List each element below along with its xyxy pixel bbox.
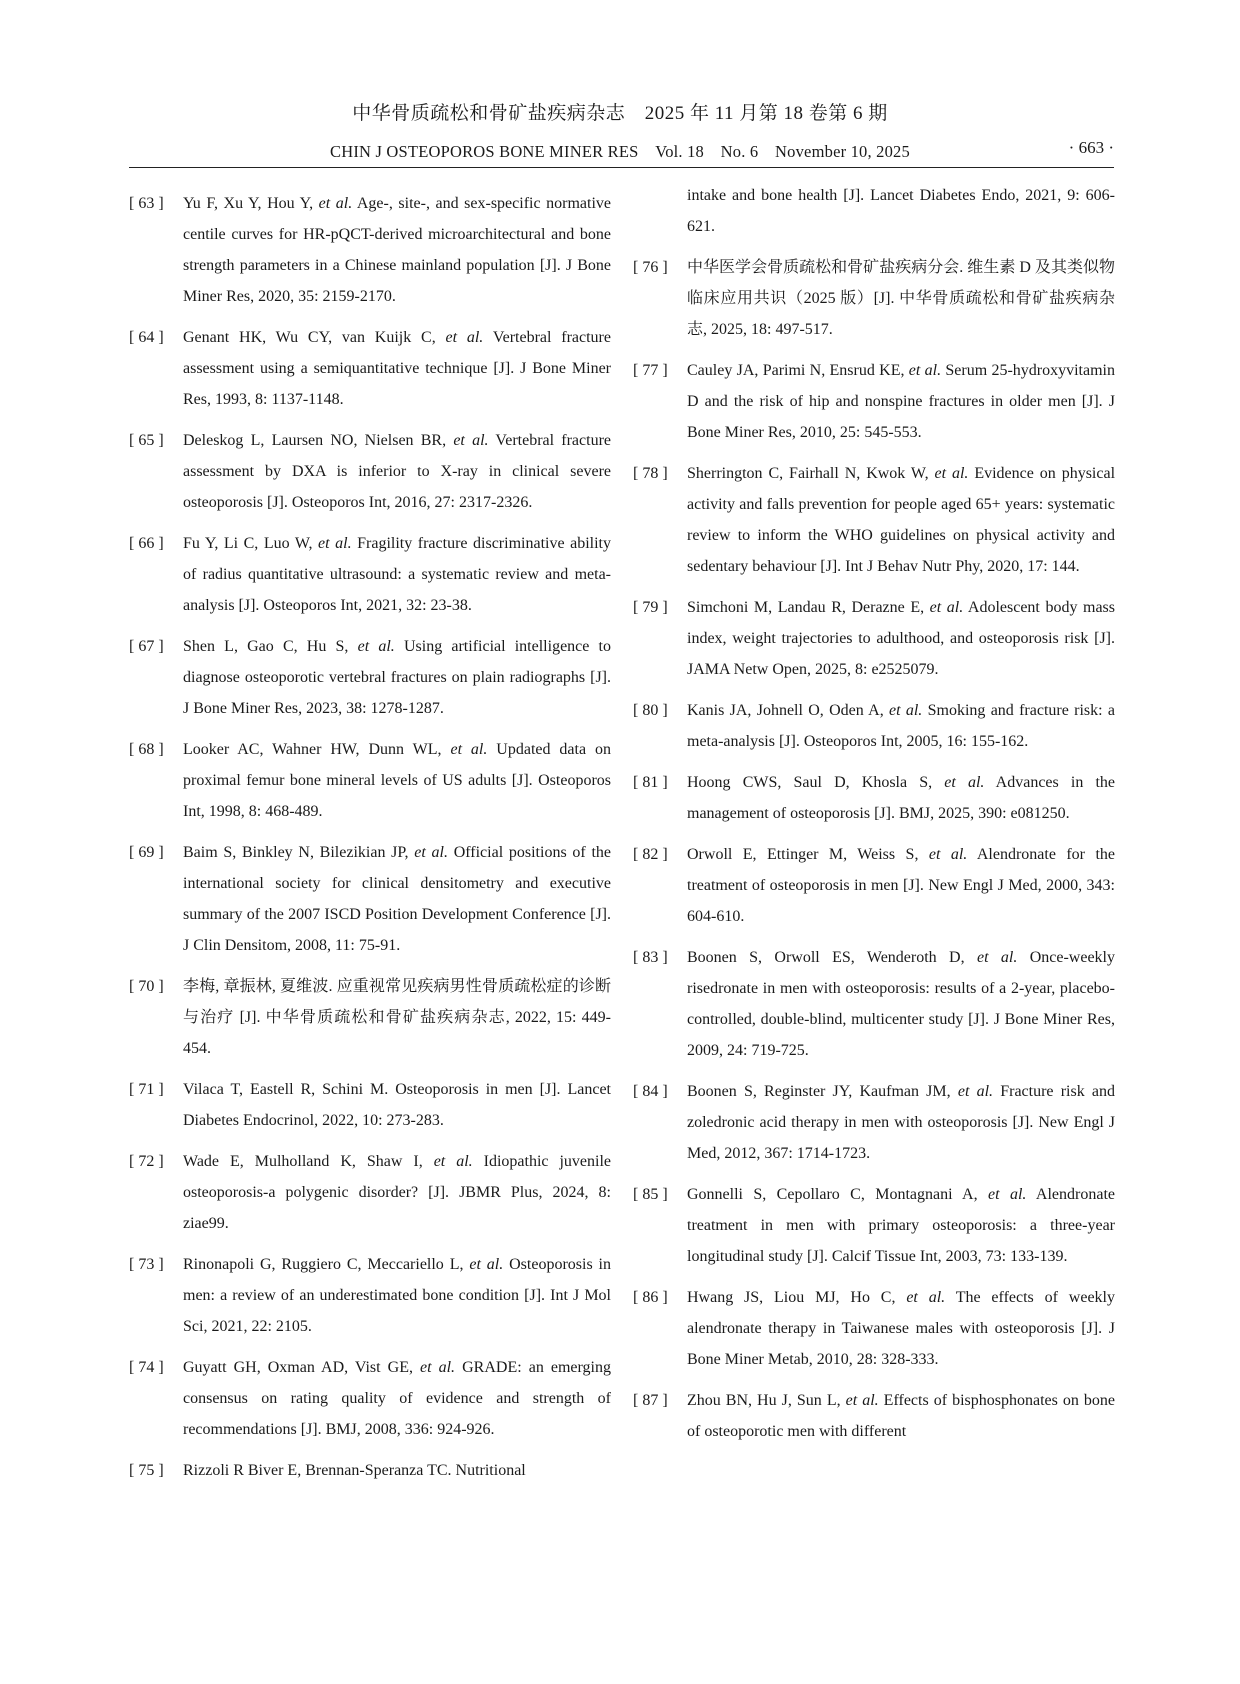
reference-text: Vilaca T, Eastell R, Schini M. Osteoporosis in men [J]. Lancet Diabetes Endocrinol, 2022, 10: 273-283. <box>183 1081 611 1129</box>
reference-number: [ 68 ] <box>129 741 164 758</box>
reference-item <box>633 1282 1115 1375</box>
reference-text: Fu Y, Li C, Luo W, et al. Fragility fracture discriminative ability of radius quantitative ultrasound: a systematic review and meta-analysis [J]. Osteoporos Int, 2021, 32: 23-38. <box>183 535 611 614</box>
journal-title-chinese: 中华骨质疏松和骨矿盐疾病杂志 2025 年 11 月第 18 卷第 6 期 <box>352 103 888 124</box>
reference-item <box>129 1074 611 1136</box>
reference-item <box>129 631 611 724</box>
reference-text: Guyatt GH, Oxman AD, Vist GE, et al. GRADE: an emerging consensus on rating quality of evidence and strength of recommendations [J]. BMJ, 2008, 336: 924-926. <box>183 1359 611 1438</box>
reference-text: Wade E, Mulholland K, Shaw I, et al. Idiopathic juvenile osteoporosis-a polygenic disorder? [J]. JBMR Plus, 2024, 8: ziae99. <box>183 1153 612 1232</box>
reference-text: 中华医学会骨质疏松和骨矿盐疾病分会. 维生素 D 及其类似物临床应用共识（2025 版）[J]. 中华骨质疏松和骨矿盐疾病杂志, 2025, 18: 497-517. <box>687 259 1115 338</box>
reference-number: [ 65 ] <box>129 432 164 449</box>
reference-item <box>633 942 1115 1066</box>
reference-text: Cauley JA, Parimi N, Ensrud KE, et al. Serum 25-hydroxyvitamin D and the risk of hip and nonspine fractures in older men [J]. J Bone Miner Res, 2010, 25: 545-553. <box>687 362 1115 441</box>
reference-item <box>633 767 1115 829</box>
reference-number: [ 77 ] <box>633 362 668 379</box>
reference-item <box>633 458 1115 582</box>
reference-item <box>633 180 1115 242</box>
reference-column-left <box>129 188 611 1496</box>
reference-text: Rinonapoli G, Ruggiero C, Meccariello L, et al. Osteoporosis in men: a review of an underestimated bone condition [J]. Int J Mol Sci, 2021, 22: 2105. <box>183 1256 611 1335</box>
reference-number: [ 86 ] <box>633 1289 668 1306</box>
reference-number: [ 66 ] <box>129 535 164 552</box>
reference-item <box>633 355 1115 448</box>
reference-text: Shen L, Gao C, Hu S, et al. Using artificial intelligence to diagnose osteoporotic vertebral fractures on plain radiographs [J]. J Bone Miner Res, 2023, 38: 1278-1287. <box>183 638 611 717</box>
reference-text: Yu F, Xu Y, Hou Y, et al. Age-, site-, and sex-specific normative centile curves for HR-pQCT-derived microarchitectural and bone strength parameters in a Chinese mainland population [J]. J Bone Miner Res, 2020, 35: 2159-2170. <box>183 195 611 305</box>
reference-item <box>633 1076 1115 1169</box>
reference-item <box>129 734 611 827</box>
reference-item <box>129 837 611 961</box>
reference-item <box>129 188 611 312</box>
reference-item <box>129 1249 611 1342</box>
reference-text: Hwang JS, Liou MJ, Ho C, et al. The effects of weekly alendronate therapy in Taiwanese males with osteoporosis [J]. J Bone Miner Metab, 2010, 28: 328-333. <box>687 1289 1115 1368</box>
reference-number: [ 70 ] <box>129 978 164 995</box>
journal-title-english: CHIN J OSTEOPOROS BONE MINER RES Vol. 18 No. 6 November 10, 2025 <box>330 142 910 161</box>
reference-item <box>633 695 1115 757</box>
reference-number: [ 78 ] <box>633 465 668 482</box>
reference-text: 李梅, 章振林, 夏维波. 应重视常见疾病男性骨质疏松症的诊断与治疗 [J]. 中华骨质疏松和骨矿盐疾病杂志, 2022, 15: 449-454. <box>183 978 611 1057</box>
reference-text: Gonnelli S, Cepollaro C, Montagnani A, et al. Alendronate treatment in men with primary osteoporosis: a three-year longitudinal study [J]. Calcif Tissue Int, 2003, 73: 133-139. <box>687 1186 1115 1265</box>
reference-number: [ 76 ] <box>633 259 668 276</box>
reference-number: [ 87 ] <box>633 1392 668 1409</box>
reference-number: [ 85 ] <box>633 1186 668 1203</box>
reference-number: [ 79 ] <box>633 599 668 616</box>
reference-text: Zhou BN, Hu J, Sun L, et al. Effects of bisphosphonates on bone of osteoporotic men with different <box>687 1392 1116 1440</box>
reference-number: [ 82 ] <box>633 846 668 863</box>
reference-item <box>129 971 611 1064</box>
reference-number: [ 63 ] <box>129 195 164 212</box>
reference-text: Sherrington C, Fairhall N, Kwok W, et al. Evidence on physical activity and falls prevention for people aged 65+ years: systematic review to inform the WHO guidelines on physical activity and sedentary behaviour [J]. Int J Behav Nutr Phy, 2020, 17: 144. <box>687 465 1116 575</box>
reference-number: [ 73 ] <box>129 1256 164 1273</box>
reference-number: [ 69 ] <box>129 844 164 861</box>
reference-text: Baim S, Binkley N, Bilezikian JP, et al. Official positions of the international society for clinical densitometry and executive summary of the 2007 ISCD Position Development Conference [J]. J Clin Densitom, 2008, 11: 75-91. <box>183 844 611 954</box>
reference-item <box>129 425 611 518</box>
reference-text: Boonen S, Orwoll ES, Wenderoth D, et al. Once-weekly risedronate in men with osteoporosis: results of a 2-year, placebo-controlled, double-blind, multicenter study [J]. J Bone Miner Res, 2009, 24: 719-725. <box>687 949 1116 1059</box>
reference-text: Hoong CWS, Saul D, Khosla S, et al. Advances in the management of osteoporosis [J]. BMJ, 2025, 390: e081250. <box>687 774 1116 822</box>
reference-text: Orwoll E, Ettinger M, Weiss S, et al. Alendronate for the treatment of osteoporosis in men [J]. New Engl J Med, 2000, 343: 604-610. <box>687 846 1115 925</box>
reference-number: [ 71 ] <box>129 1081 164 1098</box>
page-number: · 663 · <box>1068 138 1114 157</box>
reference-item <box>633 1385 1115 1447</box>
reference-number: [ 80 ] <box>633 702 668 719</box>
reference-item <box>633 839 1115 932</box>
reference-item <box>633 252 1115 345</box>
reference-text: Deleskog L, Laursen NO, Nielsen BR, et al. Vertebral fracture assessment by DXA is inferior to X-ray in clinical severe osteoporosis [J]. Osteoporos Int, 2016, 27: 2317-2326. <box>183 432 612 511</box>
reference-item <box>633 592 1115 685</box>
header-rule <box>129 167 1114 168</box>
reference-text: intake and bone health [J]. Lancet Diabetes Endo, 2021, 9: 606-621. <box>687 187 1115 235</box>
reference-item <box>129 528 611 621</box>
reference-item <box>129 1146 611 1239</box>
reference-item <box>129 322 611 415</box>
reference-number: [ 75 ] <box>129 1462 164 1479</box>
running-header <box>0 98 1240 168</box>
reference-number: [ 67 ] <box>129 638 164 655</box>
reference-item <box>633 1179 1115 1272</box>
reference-number: [ 83 ] <box>633 949 668 966</box>
reference-number: [ 81 ] <box>633 774 668 791</box>
reference-number: [ 72 ] <box>129 1153 164 1170</box>
reference-text: Genant HK, Wu CY, van Kuijk C, et al. Vertebral fracture assessment using a semiquantitative technique [J]. J Bone Miner Res, 1993, 8: 1137-1148. <box>183 329 611 408</box>
reference-number: [ 74 ] <box>129 1359 164 1376</box>
reference-text: Rizzoli R Biver E, Brennan-Speranza TC. Nutritional <box>183 1462 526 1479</box>
reference-column-right <box>633 188 1115 1457</box>
reference-item <box>129 1352 611 1445</box>
reference-text: Kanis JA, Johnell O, Oden A, et al. Smoking and fracture risk: a meta-analysis [J]. Osteoporos Int, 2005, 16: 155-162. <box>687 702 1115 750</box>
reference-number: [ 64 ] <box>129 329 164 346</box>
reference-item <box>129 1455 611 1486</box>
reference-text: Simchoni M, Landau R, Derazne E, et al. Adolescent body mass index, weight trajectories to adulthood, and osteoporosis risk [J]. JAMA Netw Open, 2025, 8: e2525079. <box>687 599 1115 678</box>
reference-number: [ 84 ] <box>633 1083 668 1100</box>
reference-text: Looker AC, Wahner HW, Dunn WL, et al. Updated data on proximal femur bone mineral levels of US adults [J]. Osteoporos Int, 1998, 8: 468-489. <box>183 741 612 820</box>
reference-text: Boonen S, Reginster JY, Kaufman JM, et al. Fracture risk and zoledronic acid therapy in men with osteoporosis [J]. New Engl J Med, 2012, 367: 1714-1723. <box>687 1083 1116 1162</box>
